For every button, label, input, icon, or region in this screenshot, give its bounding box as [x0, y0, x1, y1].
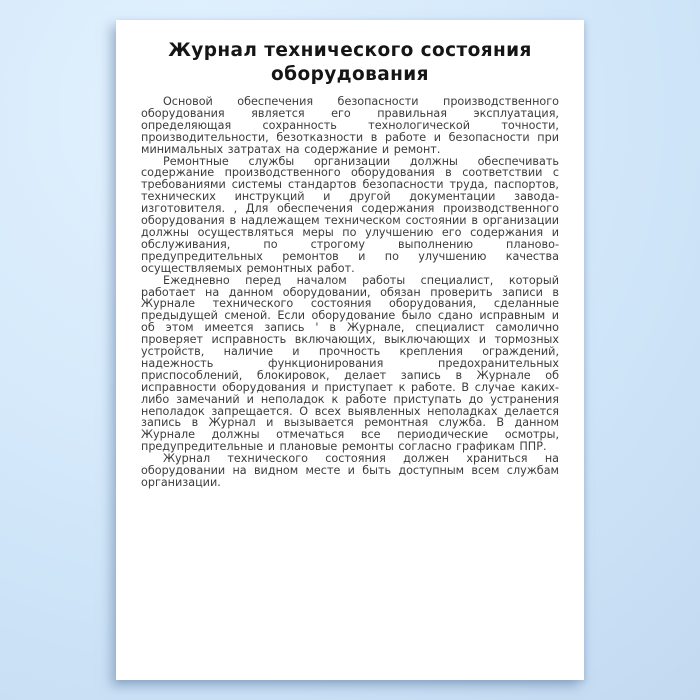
document-page — [116, 20, 584, 680]
document-title: Журнал технического состояния оборудования — [168, 40, 532, 85]
document-paragraph-storage: Журнал технического состояния должен храниться на оборудовании на видном месте и быть доступным всем службам организации. — [141, 452, 559, 489]
document-paragraph-repair-services: Ремонтные службы организации должны обеспечивать содержание производственного оборудования в соответствии с требованиями системы стандартов безопасности труда, паспортов, технических инструкций и другой документации завода-изготовителя. , Для обеспечения содержания производственного оборудования в надлежащем техническом состоянии в организации должны осуществляться меры по улучшению его содержания и обслуживания, по строгому выполнению планово-предупредительных ремонтов и по улучшению качества осуществляемых ремонтных работ. — [141, 154, 559, 275]
document-body — [141, 96, 559, 489]
document-paragraph-daily-check: Ежедневно перед началом работы специалист, который работает на данном оборудовании, обязан проверить записи в Журнале технического состояния оборудования, сделанные предыдущей сменой. Если оборудование было сдано исправным и об этом имеется запись ' в Журнале, специалист самолично проверяет исправность включающих, выключающих и тормозных устройств, наличие и прочность крепления ограждений, надежность функционирования предохранительных приспособлений, блокировок, делает запись в Журнале об исправности оборудования и приступает к работе. В случае каких-либо замечаний и неполадок к работе приступать до устранения неполадок запрещается. О всех выявленных неполадках делается запись в Журнал и вызывается ремонтная служба. В данном Журнале должны отмечаться все периодические осмотры, предупредительные и плановые ремонты согласно графикам ППР. — [141, 273, 559, 454]
document-paragraph-intro: Основой обеспечения безопасности производственного оборудования является его правильная эксплуатация, определяющая сохранность технологической точности, производительности, безотказности в работе и безопасности при минимальных затратах на содержание и ремонт. — [141, 95, 559, 156]
